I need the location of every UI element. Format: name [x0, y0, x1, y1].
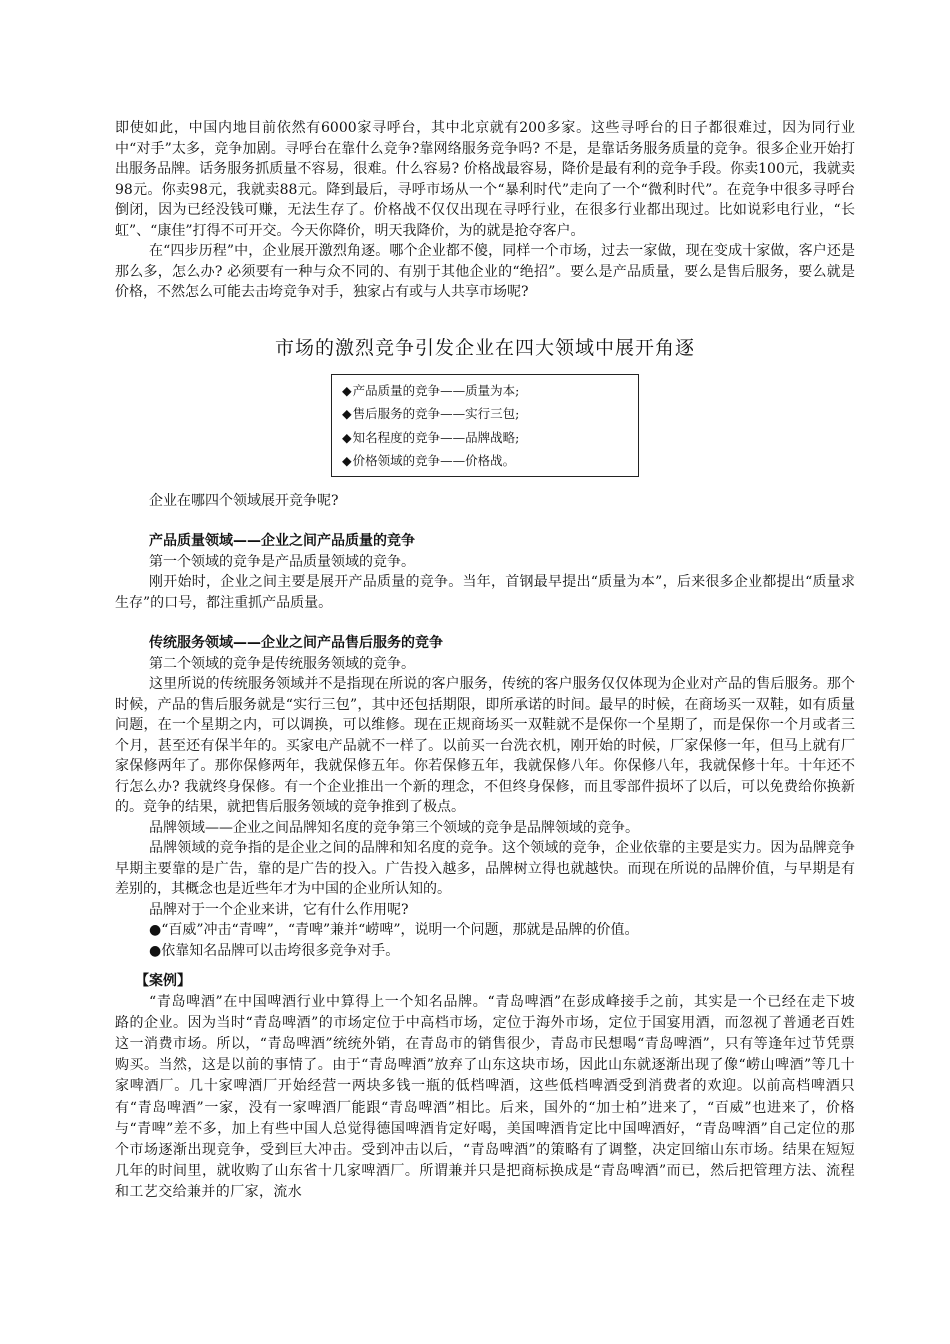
section2-paragraph-5: 品牌对于一个企业来讲，它有什么作用呢? [149, 901, 409, 918]
section2-bullet-1: ●“百威”冲击“青啤”，“青啤”兼并“崂啤”，说明一个问题，那就是品牌的价值。 [149, 922, 639, 938]
case-section [115, 992, 855, 1204]
box-item: ◆产品质量的竞争——质量为本; [342, 382, 520, 398]
four-domains-box [331, 374, 639, 477]
diamond-bullet-icon: ◆ [342, 382, 352, 398]
intro-paragraph-2: 在“四步历程”中，企业展开激烈角逐。哪个企业都不傻，同样一个市场，过去一家做，现在变成十家做，客户还是那么多，怎么办? 必须要有一种与众不同的、有别于其他企业的“绝招”。要么是产品质量，要么是售后服务，要么就是价格，不然怎么可能去击垮竞争对手，独家占有或与人共享市场呢? [115, 243, 855, 300]
section2-paragraph-1: 第二个领域的竞争是传统服务领域的竞争。 [149, 655, 415, 672]
diamond-bullet-icon: ◆ [342, 406, 352, 421]
box-item: ◆售后服务的竞争——实行三包; [342, 406, 520, 421]
section2-paragraph-2: 这里所说的传统服务领域并不是指现在所说的客户服务，传统的客户服务仅仅体现为企业对产品的售后服务。那个时候，产品的售后服务就是“实行三包”，其中还包括期限，即所承诺的时间。最早的时候，在商场买一双鞋，如有质量问题，在一个星期之内，可以调换，可以维修。现在正规商场买一双鞋就不是保你一个星期了，而是保你一个月或者三个月，甚至还有保半年的。买家电产品就不一样了。以前买一台洗衣机，刚开始的时候，厂家保修一年，但马上就有厂家保修两年了。那你保修两年，我就保修五年。你若保修五年，我就保修八年。你保修八年，我就保修十年。十年还不行怎么办? 我就终身保修。有一个企业推出一个新的理念，不但终身保修，而且零部件损坏了以后，可以免费给你换新的。竞争的结果，就把售后服务领域的竞争推到了极点。 [115, 676, 855, 815]
case-label: 【案例】 [135, 973, 191, 989]
section-heading: 市场的激烈竞争引发企业在四大领域中展开角逐 [274, 336, 695, 359]
section1-title: 产品质量领域——企业之间产品质量的竞争 [149, 533, 415, 549]
section2-paragraph-3: 品牌领域——企业之间品牌知名度的竞争第三个领域的竞争是品牌领域的竞争。 [149, 819, 639, 836]
document-page [115, 118, 855, 1204]
section2-bullet-2: ●依靠知名品牌可以击垮很多竞争对手。 [149, 942, 400, 959]
box-item: ◆知名程度的竞争——品牌战略; [342, 429, 520, 445]
diamond-bullet-icon: ◆ [342, 429, 352, 445]
section2-title: 传统服务领域——企业之间产品售后服务的竞争 [149, 635, 443, 651]
section2-paragraph-4: 品牌领域的竞争指的是企业之间的品牌和知名度的竞争。这个领域的竞争，企业依靠的主要是实力。因为品牌竞争早期主要靠的是广告，靠的是广告的投入。广告投入越多，品牌树立得也就越快。而现在所说的品牌价值，与早期是有差别的，其概念也是近些年才为中国的企业所认知的。 [115, 840, 855, 897]
box-item: ◆价格领域的竞争——价格战。 [342, 453, 516, 468]
section1-paragraph-1: 第一个领域的竞争是产品质量领域的竞争。 [149, 553, 415, 570]
case-paragraph: “青岛啤酒”在中国啤酒行业中算得上一个知名品牌。“青岛啤酒”在彭成峰接手之前，其实是一个已经在走下坡路的企业。因为当时“青岛啤酒”的市场定位于中高档市场，定位于海外市场，定位于国宴用酒，而忽视了普通老百姓这一消费市场。所以，“青岛啤酒”统统外销，在青岛市的销售很少，青岛市民想喝“青岛啤酒”，只有等逢年过节凭票购买。当然，这是以前的事情了。由于“青岛啤酒”放弃了山东这块市场，因此山东就逐渐出现了像“崂山啤酒”等几十家啤酒厂。几十家啤酒厂开始经营一两块多钱一瓶的低档啤酒，这些低档啤酒受到消费者的欢迎。以前高档啤酒只有“青岛啤酒”一家，没有一家啤酒厂能跟“青岛啤酒”相比。后来，国外的“加士柏”进来了，“百威”也进来了，价格与“青啤”差不多，加上有些中国人总觉得德国啤酒肯定好喝，美国啤酒肯定比中国啤酒好，“青岛啤酒”自己定位的那个市场逐渐出现竞争，受到巨大冲击。受到冲击以后，“青岛啤酒”的策略有了调整，决定回缩山东市场。结果在短短几年的时间里，就收购了山东省十几家啤酒厂。所谓兼并只是把商标换成是“青岛啤酒”而已，然后把管理方法、流程和工艺交给兼并的厂家，流水 [115, 993, 855, 1201]
section1-paragraph-2: 刚开始时，企业之间主要是展开产品质量的竞争。当年，首钢最早提出“质量为本”，后来很多企业都提出“质量求生存”的口号，都注重抓产品质量。 [115, 574, 855, 611]
question-paragraph: 企业在哪四个领域展开竞争呢? [149, 492, 339, 509]
intro-paragraph-1: 即使如此，中国内地目前依然有6000家寻呼台，其中北京就有200多家。这些寻呼台的日子都很难过，因为同行业中“对手”太多，竞争加剧。寻呼台在靠什么竞争?靠网络服务竞争吗? 不是，是靠话务服务质量的竞争。很多企业开始打出服务品牌。话务服务抓质量不容易，很难。什么容易? 价格战最容易，降价是最有利的竞争手段。你卖100元，我就卖98元。你卖98元，我就卖88元。降到最后，寻呼市场从一个“暴利时代”走向了一个“微利时代”。在竞争中很多寻呼台倒闭，因为已经没钱可赚，无法生存了。价格战不仅仅出现在寻呼行业，在很多行业都出现过。比如说彩电行业，“长虹”、“康佳”打得不可开交。今天你降价，明天我降价，为的就是抢夺客户。 [115, 120, 855, 239]
diamond-bullet-icon: ◆ [342, 453, 352, 468]
